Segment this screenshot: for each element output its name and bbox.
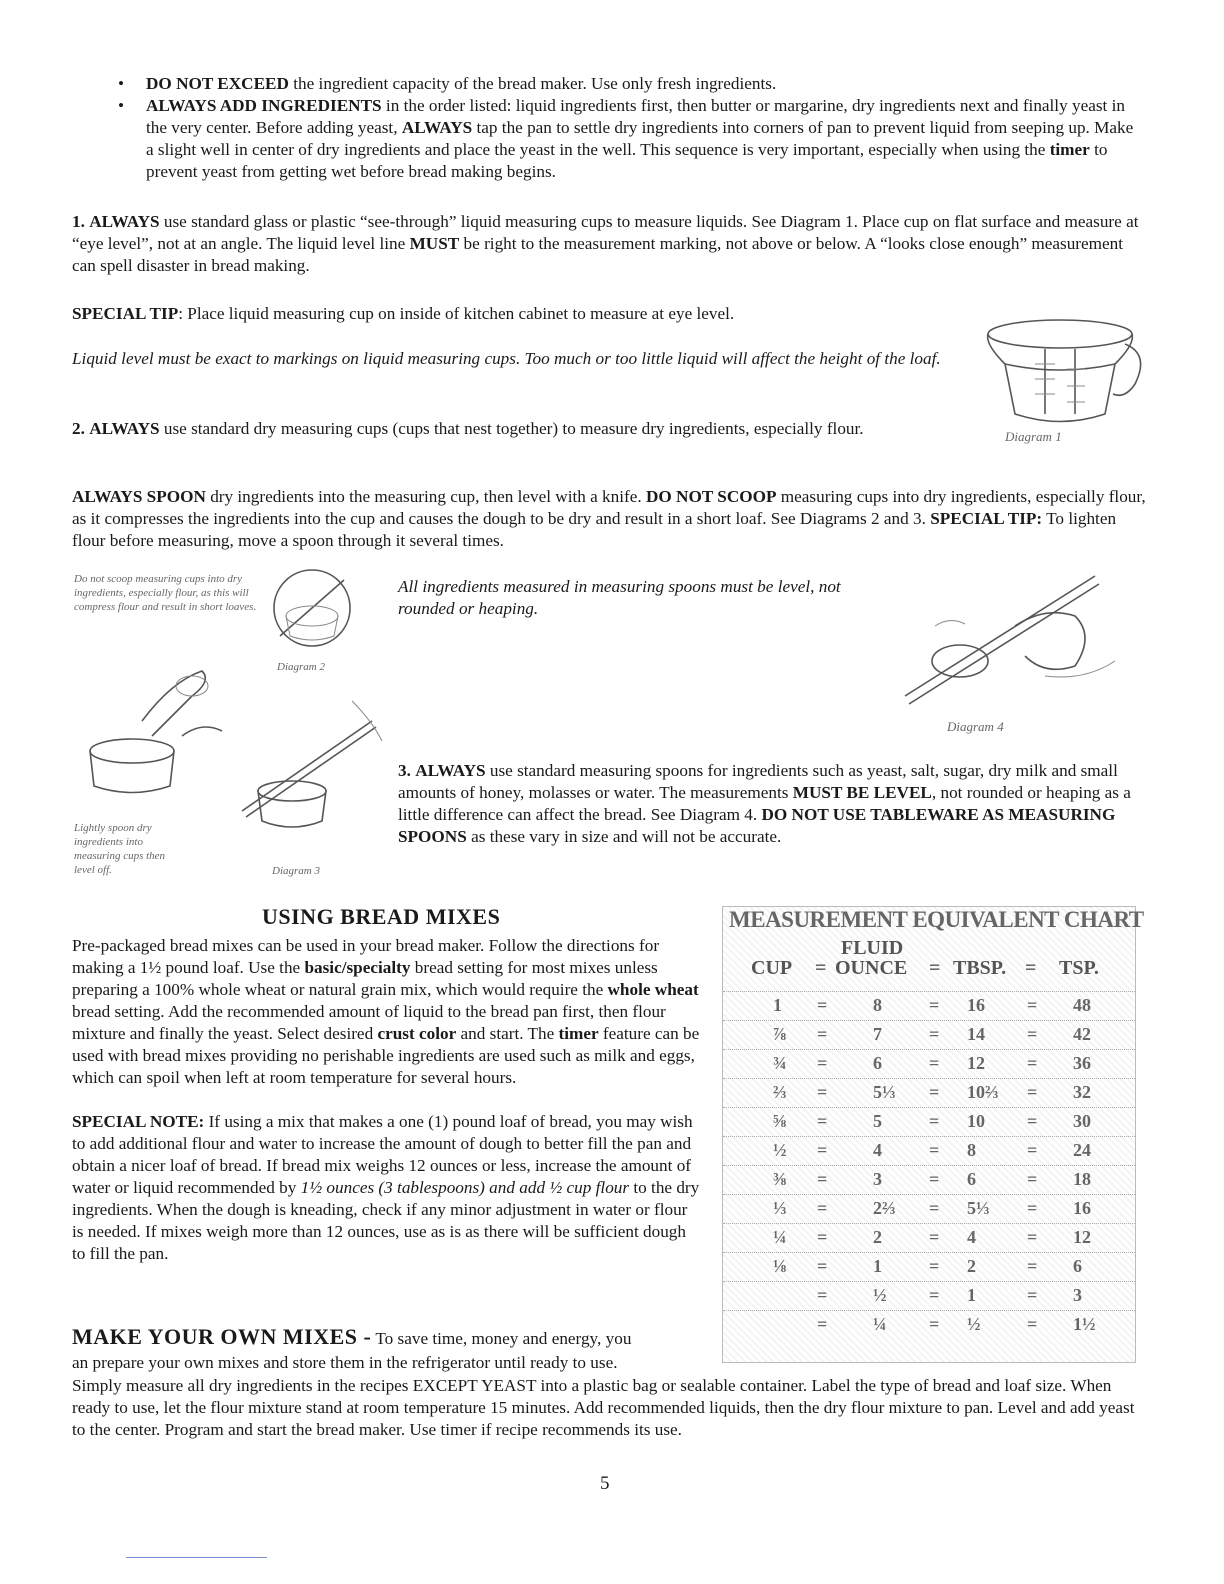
equals-sign: = <box>1027 1111 1038 1131</box>
equals-sign: = <box>929 1227 940 1247</box>
chart-row <box>723 991 1135 1017</box>
chart-title: MEASUREMENT EQUIVALENT CHART <box>729 907 1144 932</box>
bullet-capacity: • DO NOT EXCEED the ingredient capacity of the bread maker. Use only fresh ingredients. <box>142 73 1142 95</box>
chart-cell-oz: 2 <box>873 1227 882 1247</box>
equals-sign: = <box>929 1140 940 1160</box>
diagram-2-caption: Do not scoop measuring cups into dry ingredients, especially flour, as this will compress flour and result in short loaves. <box>74 573 257 613</box>
chart-cell-tsp: 6 <box>1073 1256 1082 1276</box>
chart-cell-tsp: 3 <box>1073 1285 1082 1305</box>
diagram-1-liquid-cup <box>975 304 1155 464</box>
chart-cell-tsp: 18 <box>1073 1169 1091 1189</box>
equals-sign: = <box>929 1169 940 1189</box>
chart-row <box>723 1107 1135 1133</box>
liquid-level-note: Liquid level must be exact to markings on liquid measuring cups. Too much or too little liquid will affect the height of the loaf. <box>72 349 941 368</box>
header-eq-1: = <box>815 957 827 979</box>
equals-sign: = <box>1027 1256 1038 1276</box>
chart-cell-cup: ½ <box>773 1140 787 1160</box>
chart-cell-cup: ⅔ <box>773 1082 787 1102</box>
equals-sign: = <box>817 1256 828 1276</box>
equals-sign: = <box>817 1111 828 1131</box>
chart-row <box>723 1252 1135 1278</box>
equals-sign: = <box>817 995 828 1015</box>
chart-cell-tbsp: 4 <box>967 1227 976 1247</box>
chart-cell-tbsp: 1 <box>967 1285 976 1305</box>
chart-cell-cup: 1 <box>773 995 782 1015</box>
chart-cell-oz: 1 <box>873 1256 882 1276</box>
header-tbsp: TBSP. <box>953 957 1007 979</box>
chart-row <box>723 1049 1135 1075</box>
header-cup: CUP <box>751 957 793 979</box>
equals-sign: = <box>817 1082 828 1102</box>
chart-cell-tbsp: 5⅓ <box>967 1198 990 1218</box>
chart-cell-oz: 6 <box>873 1053 882 1073</box>
chart-cell-tbsp: 8 <box>967 1140 976 1160</box>
equals-sign: = <box>817 1285 828 1305</box>
chart-cell-tsp: 36 <box>1073 1053 1091 1073</box>
footer-rule <box>126 1557 267 1558</box>
equals-sign: = <box>929 1198 940 1218</box>
chart-row <box>723 1136 1135 1162</box>
equals-sign: = <box>817 1140 828 1160</box>
own-mixes-first-line: MAKE YOUR OWN MIXES - To save time, money and energy, you <box>72 1324 632 1349</box>
chart-row <box>723 1078 1135 1104</box>
equals-sign: = <box>817 1198 828 1218</box>
chart-cell-tsp: 32 <box>1073 1082 1091 1102</box>
chart-row <box>723 1020 1135 1046</box>
equals-sign: = <box>1027 1198 1038 1218</box>
chart-cell-tbsp: ½ <box>967 1314 981 1334</box>
chart-cell-cup: ⅓ <box>773 1198 787 1218</box>
chart-cell-cup: ⅞ <box>773 1024 787 1044</box>
chart-cell-oz: 7 <box>873 1024 882 1044</box>
chart-row <box>723 1194 1135 1220</box>
equals-sign: = <box>929 1082 940 1102</box>
chart-cell-oz: 8 <box>873 995 882 1015</box>
header-ounce: OUNCE <box>835 957 908 979</box>
equals-sign: = <box>817 1024 828 1044</box>
chart-cell-oz: 2⅔ <box>873 1198 896 1218</box>
equals-sign: = <box>817 1227 828 1247</box>
header-tsp: TSP. <box>1059 957 1099 979</box>
chart-header-row <box>723 937 1135 989</box>
equals-sign: = <box>929 1024 940 1044</box>
chart-cell-tsp: 1½ <box>1073 1314 1096 1334</box>
chart-cell-tsp: 16 <box>1073 1198 1091 1218</box>
level-spoons-note: All ingredients measured in measuring spoons must be level, not rounded or heaping. <box>398 577 841 618</box>
equals-sign: = <box>817 1169 828 1189</box>
chart-cell-tbsp: 16 <box>967 995 985 1015</box>
diagram-1-label: Diagram 1 <box>1005 429 1062 444</box>
spoon-leveling-icon <box>895 566 1135 716</box>
diagram-3-label: Diagram 3 <box>272 865 320 877</box>
own-mixes-second-line: an prepare your own mixes and store them in the refrigerator until ready to use. <box>72 1353 618 1372</box>
chart-cell-cup: ¼ <box>773 1227 787 1247</box>
own-mixes-heading: MAKE YOUR OWN MIXES - <box>72 1324 372 1349</box>
chart-row <box>723 1223 1135 1249</box>
equals-sign: = <box>1027 1227 1038 1247</box>
chart-cell-tbsp: 10 <box>967 1111 985 1131</box>
equals-sign: = <box>1027 1024 1038 1044</box>
chart-cell-tbsp: 2 <box>967 1256 976 1276</box>
equals-sign: = <box>929 1111 940 1131</box>
header-eq-2: = <box>929 957 941 979</box>
chart-cell-cup: ⅜ <box>773 1169 787 1189</box>
chart-cell-cup: ⅝ <box>773 1111 787 1131</box>
equals-sign: = <box>1027 1082 1038 1102</box>
diagram-2-label: Diagram 2 <box>277 661 325 673</box>
chart-cell-cup: ¾ <box>773 1053 787 1073</box>
liquid-measuring-cup-icon <box>975 304 1155 444</box>
diagrams-2-3 <box>72 566 392 886</box>
chart-cell-oz: 4 <box>873 1140 882 1160</box>
own-mixes-paragraph: Simply measure all dry ingredients in the recipes EXCEPT YEAST into a plastic bag or sealable container. Label the type of bread and loaf size. When ready to use, let the flour mixture stand at room temperature 15 minutes. Add recommended liquids, then the dry flour mixture to pan. Level and add yeast to the center. Program and start the bread maker. Use timer if recipe recommends its use. <box>72 1376 1135 1439</box>
equals-sign: = <box>817 1314 828 1334</box>
chart-cell-oz: 5⅓ <box>873 1082 896 1102</box>
chart-cell-oz: ¼ <box>873 1314 887 1334</box>
chart-cell-tbsp: 14 <box>967 1024 985 1044</box>
chart-cell-oz: ½ <box>873 1285 887 1305</box>
equals-sign: = <box>1027 1169 1038 1189</box>
equals-sign: = <box>1027 995 1038 1015</box>
chart-cell-tbsp: 6 <box>967 1169 976 1189</box>
item-1-liquid-cups: 1. ALWAYS use standard glass or plastic “see-through” liquid measuring cups to measure liquids. See Diagram 1. Place cup on flat surface and measure at “eye level”, not at an angle. The liquid level line MUST be right to the measurement marking, not above or below. A “looks close enough” measurement can spell disaster in bread making. <box>72 212 1139 275</box>
chart-cell-tsp: 42 <box>1073 1024 1091 1044</box>
chart-cell-oz: 3 <box>873 1169 882 1189</box>
chart-cell-tsp: 30 <box>1073 1111 1091 1131</box>
special-note-paragraph: SPECIAL NOTE: If using a mix that makes a one (1) pound loaf of bread, you may wish to add additional flour and water to increase the amount of dough to better fill the pan and obtain a nicer loaf of bread. If bread mix weighs 12 ounces or less, increase the amount of water or liquid recommended by 1½ ounces (3 tablespoons) and add ½ cup flour to the dry ingredients. When the dough is kneading, check if any minor adjustment in water or flour is needed. If mixes weigh more than 12 ounces, use as is as there will be sufficient dough to fill the pan. <box>72 1112 700 1263</box>
diagram-3-caption: Lightly spoon dry ingredients into measuring cups then level off. <box>74 822 166 876</box>
chart-cell-oz: 5 <box>873 1111 882 1131</box>
item-2-dry-cups: 2. ALWAYS use standard dry measuring cups (cups that nest together) to measure dry ingredients, especially flour. <box>72 419 864 438</box>
special-tip-eye-level: SPECIAL TIP: Place liquid measuring cup on inside of kitchen cabinet to measure at eye level. <box>72 304 735 323</box>
equals-sign: = <box>817 1053 828 1073</box>
equals-sign: = <box>1027 1053 1038 1073</box>
equals-sign: = <box>929 1314 940 1334</box>
diagram-4-label: Diagram 4 <box>947 719 1004 734</box>
chart-cell-tsp: 48 <box>1073 995 1091 1015</box>
measurement-equivalent-chart <box>722 906 1144 1363</box>
chart-row <box>723 1281 1135 1307</box>
chart-cell-tbsp: 10⅔ <box>967 1082 999 1102</box>
equals-sign: = <box>1027 1314 1038 1334</box>
chart-cell-cup: ⅛ <box>773 1256 787 1276</box>
item-3-measuring-spoons: 3. ALWAYS use standard measuring spoons for ingredients such as yeast, salt, sugar, dry milk and small amounts of honey, molasses or water. The measurements MUST BE LEVEL, not rounded or heaping as a little difference can affect the bread. See Diagram 4. DO NOT USE TABLEWARE AS MEASURING SPOONS as these vary in size and will not be accurate. <box>398 761 1131 846</box>
no-scoop-icon <box>252 566 372 656</box>
bullet-order: • ALWAYS ADD INGREDIENTS in the order listed: liquid ingredients first, then butter or margarine, dry ingredients next and finally yeast in the very center. Before adding yeast, ALWAYS tap the pan to settle dry ingredients into corners of pan to prevent liquid from seeping up. Make a slight well in center of dry ingredients and place the yeast in the well. This sequence is very important, especially when using the timer to prevent yeast from getting wet before bread making begins. <box>142 95 1142 183</box>
chart-row <box>723 1165 1135 1191</box>
diagram-4-leveling <box>895 566 1135 736</box>
bread-mixes-section <box>72 935 702 1265</box>
bread-mixes-paragraph: Pre-packaged bread mixes can be used in your bread maker. Follow the directions for making a 1½ pound loaf. Use the basic/specialty bread setting for most mixes unless preparing a 100% whole wheat or natural grain mix, which would require the whole wheat bread setting. Add the recommended amount of liquid to the bread pan first, then flour mixture and finally the yeast. Select desired crust color and start. The timer feature can be used with bread mixes providing no perishable ingredients are used such as milk and eggs, which can spoil when left at room temperature for several hours. <box>72 936 700 1087</box>
bread-mixes-heading: USING BREAD MIXES <box>262 904 501 929</box>
chart-cell-tsp: 24 <box>1073 1140 1091 1160</box>
equals-sign: = <box>929 995 940 1015</box>
chart-cell-tbsp: 12 <box>967 1053 985 1073</box>
header-eq-3: = <box>1025 957 1037 979</box>
equals-sign: = <box>929 1053 940 1073</box>
chart-cell-tsp: 12 <box>1073 1227 1091 1247</box>
header-fluid: FLUID <box>841 937 904 959</box>
equals-sign: = <box>929 1285 940 1305</box>
equals-sign: = <box>929 1256 940 1276</box>
equals-sign: = <box>1027 1285 1038 1305</box>
page-number: 5 <box>600 1473 610 1494</box>
equals-sign: = <box>1027 1140 1038 1160</box>
chart-row <box>723 1310 1135 1336</box>
intro-bullets <box>142 73 1142 183</box>
spoon-dry-ingredients: ALWAYS SPOON dry ingredients into the measuring cup, then level with a knife. DO NOT SCOOP measuring cups into dry ingredients, especially flour, as it compresses the ingredients into the cup and causes the dough to be dry and result in a short loaf. See Diagrams 2 and 3. SPECIAL TIP: To lighten flour before measuring, move a spoon through it several times. <box>72 487 1146 550</box>
